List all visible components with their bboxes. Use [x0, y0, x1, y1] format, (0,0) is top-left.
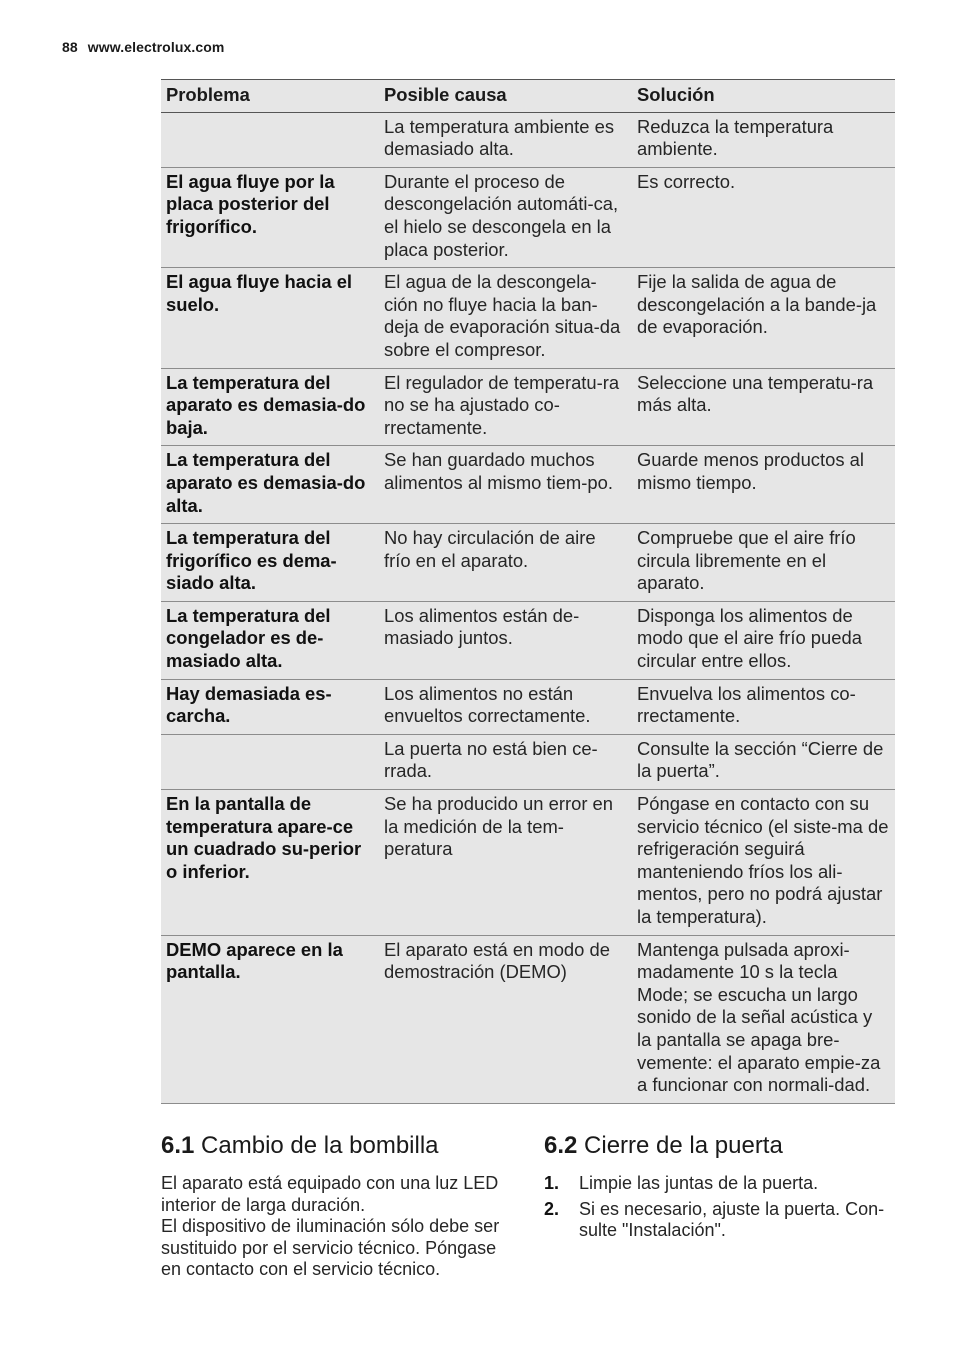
- list-item: [544, 1199, 896, 1242]
- cause-cell: Durante el proceso de descongelación automáti-ca, el hielo se descongela en la placa posterior.: [379, 167, 632, 267]
- section-title: Cierre de la puerta: [584, 1132, 783, 1159]
- problem-cell: [161, 734, 379, 789]
- cause-cell: La puerta no está bien ce-rrada.: [379, 734, 632, 789]
- page-number: 88: [62, 39, 78, 55]
- cause-cell: Los alimentos no están envueltos correctamente.: [379, 679, 632, 734]
- solution-cell: Póngase en contacto con su servicio técnico (el siste-ma de refrigeración seguirá manteniendo fríos los ali-mentos, pero no podrá ajustar la temperatura).: [632, 790, 895, 936]
- page-header: [62, 39, 224, 55]
- section-heading: [544, 1130, 896, 1162]
- steps-list: [544, 1173, 896, 1242]
- problem-cell: DEMO aparece en la pantalla.: [161, 935, 379, 1103]
- solution-cell: Es correcto.: [632, 167, 895, 267]
- section-number: 6.1: [161, 1132, 195, 1159]
- problem-cell: El agua fluye hacia el suelo.: [161, 268, 379, 368]
- problem-cell: En la pantalla de temperatura apare-ce un cuadrado su-perior o inferior.: [161, 790, 379, 936]
- table-row: [161, 935, 895, 1103]
- cause-cell: El regulador de temperatu-ra no se ha ajustado co-rrectamente.: [379, 368, 632, 446]
- table-row: [161, 524, 895, 602]
- cause-cell: Se ha producido un error en la medición de la tem-peratura: [379, 790, 632, 936]
- section-bulb-replacement: [161, 1130, 521, 1281]
- column-header-solution: Solución: [632, 80, 895, 113]
- section-title: Cambio de la bombilla: [201, 1132, 439, 1159]
- table-row: [161, 368, 895, 446]
- section-paragraph: El dispositivo de iluminación sólo debe ser sustituido por el servicio técnico. Póngase en contacto con el servicio técnico.: [161, 1216, 500, 1279]
- troubleshooting-table: [161, 79, 895, 1104]
- section-door-closing: [544, 1130, 896, 1246]
- cause-cell: El agua de la descongela-ción no fluye hacia la ban-deja de evaporación situa-da sobre el compresor.: [379, 268, 632, 368]
- cause-cell: La temperatura ambiente es demasiado alta.: [379, 112, 632, 167]
- cause-cell: El aparato está en modo de demostración (DEMO): [379, 935, 632, 1103]
- section-heading: [161, 1130, 521, 1162]
- column-header-problem: Problema: [161, 80, 379, 113]
- step-number: 1.: [544, 1173, 560, 1193]
- problem-cell: La temperatura del congelador es de-masiado alta.: [161, 601, 379, 679]
- list-item: [544, 1173, 896, 1195]
- section-paragraph: El aparato está equipado con una luz LED interior de larga duración.: [161, 1173, 499, 1215]
- problem-cell: El agua fluye por la placa posterior del frigorífico.: [161, 167, 379, 267]
- table-row: [161, 734, 895, 789]
- table-row: [161, 112, 895, 167]
- problem-cell: Hay demasiada es-carcha.: [161, 679, 379, 734]
- problem-cell: [161, 112, 379, 167]
- cause-cell: No hay circulación de aire frío en el aparato.: [379, 524, 632, 602]
- solution-cell: Consulte la sección “Cierre de la puerta”.: [632, 734, 895, 789]
- solution-cell: Mantenga pulsada aproxi-madamente 10 s la tecla Mode; se escucha un largo sonido de la señal acústica y la pantalla se apaga bre-vemente: el aparato empie-za a funcionar con normali-dad.: [632, 935, 895, 1103]
- cause-cell: Los alimentos están de-masiado juntos.: [379, 601, 632, 679]
- table-row: [161, 167, 895, 267]
- table-row: [161, 601, 895, 679]
- solution-cell: Guarde menos productos al mismo tiempo.: [632, 446, 895, 524]
- table-row: [161, 268, 895, 368]
- website-url: www.electrolux.com: [87, 39, 225, 55]
- cause-cell: Se han guardado muchos alimentos al mismo tiem-po.: [379, 446, 632, 524]
- solution-cell: Seleccione una temperatu-ra más alta.: [632, 368, 895, 446]
- table-row: [161, 679, 895, 734]
- problem-cell: La temperatura del aparato es demasia-do alta.: [161, 446, 379, 524]
- solution-cell: Compruebe que el aire frío circula libremente en el aparato.: [632, 524, 895, 602]
- table-row: [161, 446, 895, 524]
- solution-cell: Disponga los alimentos de modo que el aire frío pueda circular entre ellos.: [632, 601, 895, 679]
- step-text: Limpie las juntas de la puerta.: [579, 1173, 819, 1193]
- solution-cell: Fije la salida de agua de descongelación a la bande-ja de evaporación.: [632, 268, 895, 368]
- problem-cell: La temperatura del frigorífico es dema-siado alta.: [161, 524, 379, 602]
- step-text: Si es necesario, ajuste la puerta. Con-sulte "Instalación".: [579, 1198, 885, 1240]
- problem-cell: La temperatura del aparato es demasia-do baja.: [161, 368, 379, 446]
- step-number: 2.: [544, 1198, 560, 1219]
- solution-cell: Reduzca la temperatura ambiente.: [632, 112, 895, 167]
- solution-cell: Envuelva los alimentos co-rrectamente.: [632, 679, 895, 734]
- column-header-cause: Posible causa: [379, 80, 632, 113]
- section-number: 6.2: [544, 1132, 578, 1159]
- table-row: [161, 790, 895, 936]
- table-header-row: [161, 80, 895, 113]
